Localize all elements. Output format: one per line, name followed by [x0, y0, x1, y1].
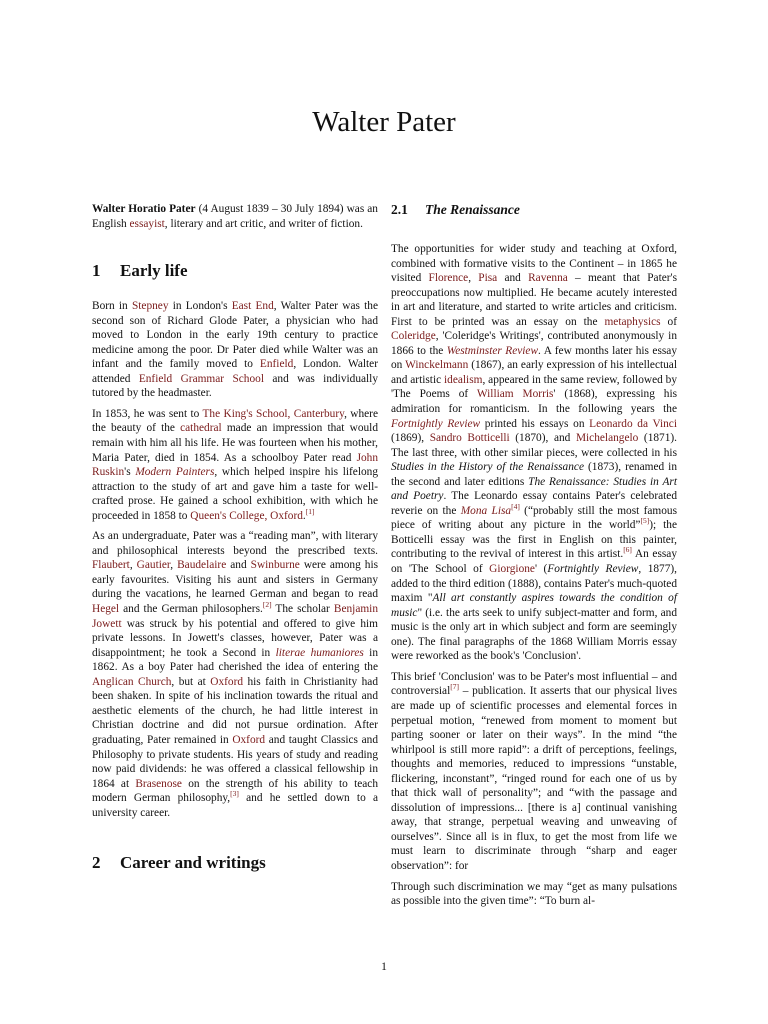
- link-fortnightly-review[interactable]: Fortnightly Review: [391, 417, 481, 430]
- citation-1[interactable]: [1]: [305, 506, 315, 516]
- section-heading-career: 2 Career and writings: [92, 853, 266, 873]
- link-sandro-botticelli[interactable]: Sandro Botticelli: [429, 432, 510, 445]
- intro-paragraph: Walter Horatio Pater (4 August 1839 – 30 July 1894) was an English essayist, literary and art critic, and writer of fiction.: [92, 203, 378, 230]
- link-stepney[interactable]: Stepney: [131, 300, 169, 313]
- link-enfield[interactable]: Enfield: [259, 358, 294, 371]
- link-oxford[interactable]: Oxford: [210, 675, 244, 688]
- citation-6[interactable]: [6]: [623, 545, 632, 555]
- right-column: [391, 202, 677, 915]
- link-anglican-church[interactable]: Anglican Church: [92, 675, 172, 688]
- early-life-paragraph: In 1853, he was sent to The King's School, Canterbury, where the beauty of the cathedral made an impression that would remain with him all his life. He was fourteen when his mother, Maria Pater, died in 1854. As a schoolboy Pater read John Ruskin's Modern Painters, which helped inspire his lifelong attraction to the study of art and gave him a taste for well-crafted prose. He gained a school exhibition, with which he proceeded in 1858 to Queen's College, Oxford.[1]: [92, 407, 378, 522]
- link-baudelaire[interactable]: Baudelaire: [177, 559, 227, 572]
- page-title: Walter Pater: [312, 106, 456, 138]
- link-florence[interactable]: Florence: [428, 272, 469, 285]
- early-life-paragraph: Born in Stepney in London's East End, Walter Pater was the second son of Richard Glode Pater, a physician who had moved to London in the early 19th century to practice medicine among the poor. Dr Pater died while Walter was an infant and the family moved to Enfield, London. Walter attended Enfield Grammar School and was individually tutored by the headmaster.: [92, 300, 379, 400]
- link-oxford[interactable]: Oxford: [232, 733, 266, 746]
- link-john-ruskin[interactable]: John Ruskin: [92, 451, 378, 479]
- link-swinburne[interactable]: Swinburne: [250, 559, 300, 572]
- link-westminster-review[interactable]: Westminster Review: [446, 344, 539, 357]
- link-pisa[interactable]: Pisa: [478, 272, 498, 285]
- link-ravenna[interactable]: Ravenna: [528, 272, 568, 285]
- early-life-paragraph: As an undergraduate, Pater was a “reading man”, with literary and philosophical interests beyond the prescribed texts. Flaubert, Gautier, Baudelaire and Swinburne were among his early favourites. Visiting his aunt and sisters in Germany during the vacations, he learned German and began to read Hegel and the German philosophers.[2] The scholar Benjamin Jowett was struck by his potential and offered to give him private lessons. In Jowett's classes, however, Pater was a disappointment; he took a Second in literae humaniores in 1862. As a boy Pater had cherished the idea of entering the Anglican Church, but at Oxford his faith in Christianity had been shaken. In spite of his inclination towards the ritual and aesthetic elements of the church, he had little interest in Christian doctrine and did not pursue ordination. After graduating, Pater remained in Oxford and taught Classics and Philosophy to private students. His years of study and reading now paid dividends: he was offered a classical fellowship in 1864 at Brasenose on the strength of his ability to teach modern German philosophy,[3] and he settled down to a university career.: [92, 530, 379, 819]
- citation-2[interactable]: [2]: [262, 600, 272, 610]
- link-essayist[interactable]: essayist: [129, 217, 165, 230]
- citation-3[interactable]: [3]: [230, 789, 239, 799]
- link-gautier[interactable]: Gautier: [136, 559, 171, 572]
- subsection-heading-renaissance: 2.1 The Renaissance: [391, 202, 520, 217]
- link-queens-college[interactable]: Queen's College, Oxford: [190, 509, 303, 522]
- link-leonardo-da-vinci[interactable]: Leonardo da Vinci: [589, 417, 677, 430]
- link-metaphysics[interactable]: metaphysics: [604, 315, 661, 328]
- section-heading-early-life: 1 Early life: [92, 261, 188, 281]
- link-east-end[interactable]: East End: [231, 300, 274, 313]
- renaissance-paragraph: This brief 'Conclusion' was to be Pater's most influential – and controversial[7] – publication. It asserts that our physical lives are made up of scientific processes and elemental forces in perpetual motion, “renewed from moment to moment but parting sooner or later on their ways”. In the mind “the whirlpool is still more rapid”: a drift of perceptions, feelings, thoughts and memories, reduced to impressions “unstable, flickering, inconstant”, “ringed round for each one of us by that thick wall of personality”; and “with the passage and dissolution of impressions... [there is a] continual vanishing away, that strange, perpetual weaving and unweaving of ourselves”. Since all is in flux, to get the most from life we must learn to discriminate through “sharp and eager observation”: for: [391, 670, 677, 872]
- link-flaubert[interactable]: Flaubert: [92, 559, 130, 572]
- citation-5[interactable]: [5]: [640, 516, 650, 526]
- renaissance-paragraph: Through such discrimination we may “get as many pulsations as possible into the given time”: “To burn al-: [391, 880, 677, 908]
- link-kings-school[interactable]: The King's School, Canterbury: [202, 407, 345, 420]
- link-hegel[interactable]: Hegel: [92, 603, 120, 616]
- link-modern-painters[interactable]: Modern Painters: [135, 466, 215, 479]
- link-brasenose[interactable]: Brasenose: [135, 777, 182, 790]
- link-cathedral[interactable]: cathedral: [180, 422, 222, 435]
- citation-7[interactable]: [7]: [450, 682, 459, 692]
- left-column: [92, 202, 378, 873]
- link-literae-humaniores[interactable]: literae humaniores: [275, 646, 364, 659]
- link-william-morris[interactable]: William Morris: [476, 388, 554, 401]
- link-michelangelo[interactable]: Michelangelo: [575, 432, 639, 445]
- renaissance-paragraph: The opportunities for wider study and teaching at Oxford, combined with formative visits to the Continent – in 1865 he visited Florence, Pisa and Ravenna – meant that Pater's preoccupations now multiplied. He became acutely interested in art and literature, and started to write articles and criticism. First to be printed was an essay on the metaphysics of Coleridge, 'Coleridge's Writings', contributed anonymously in 1866 to the Westminster Review. A few months later his essay on Winckelmann (1867), an early expression of his intellectual and artistic idealism, appeared in the same review, followed by 'The Poems of William Morris' (1868), expressing his admiration for romanticism. In the following years the Fortnightly Review printed his essays on Leonardo da Vinci (1869), Sandro Botticelli (1870), and Michelangelo (1871). The last three, with other similar pieces, were collected in his Studies in the History of the Renaissance (1873), renamed in the second and later editions The Renaissance: Studies in Art and Poetry. The Leonardo essay contains Pater's celebrated reverie on the Mona Lisa[4] (“probably still the most famous piece of writing about any picture in the world”[5]); the Botticelli essay was the first in English on this painter, contributing to the revival of interest in this artist.[6] An essay on 'The School of Giorgione' (Fortnightly Review, 1877), added to the third edition (1888), contains Pater's much-quoted maxim "All art constantly aspires towards the condition of music" (i.e. the arts seek to unify subject-matter and form, and music is the only art in which subject and form are seemingly one). The final paragraphs of the 1868 William Morris essay were reworked as the book's 'Conclusion'.: [391, 243, 678, 663]
- link-enfield-grammar-school[interactable]: Enfield Grammar School: [138, 372, 264, 385]
- link-benjamin-jowett[interactable]: Benjamin Jowett: [92, 603, 378, 630]
- link-mona-lisa[interactable]: Mona Lisa: [460, 504, 512, 517]
- citation-4[interactable]: [4]: [511, 502, 520, 512]
- link-giorgione[interactable]: Giorgione: [489, 563, 535, 576]
- link-idealism[interactable]: idealism: [444, 373, 483, 386]
- link-coleridge[interactable]: Coleridge: [391, 330, 436, 343]
- page-number: 1: [381, 961, 387, 973]
- link-winckelmann[interactable]: Winckelmann: [405, 359, 469, 372]
- subject-name: Walter Horatio Pater: [92, 203, 196, 215]
